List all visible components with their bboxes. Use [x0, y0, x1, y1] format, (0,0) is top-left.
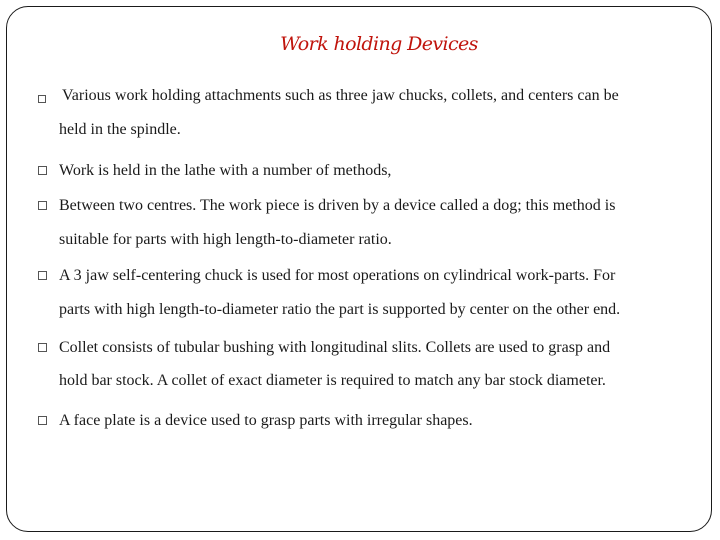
bullet-line: Work is held in the lathe with a number of methods,: [59, 162, 392, 179]
bullet-line: held in the spindle.: [59, 121, 181, 138]
bullet-line: parts with high length-to-diameter ratio the part is supported by center on the other end.: [59, 301, 621, 318]
slide-title: Work holding Devices: [280, 33, 478, 55]
square-bullet-icon: [38, 166, 47, 175]
bullet-line: Various work holding attachments such as three jaw chucks, collets, and centers can be: [62, 87, 619, 104]
bullet-line: A face plate is a device used to grasp parts with irregular shapes.: [59, 412, 473, 429]
square-bullet-icon: [38, 201, 47, 210]
bullet-line: Between two centres. The work piece is driven by a device called a dog; this method is: [59, 197, 616, 214]
bullet-line: suitable for parts with high length-to-diameter ratio.: [59, 231, 392, 248]
bullet-line: Collet consists of tubular bushing with longitudinal slits. Collets are used to grasp and: [59, 339, 611, 356]
square-bullet-icon: [38, 416, 47, 425]
square-bullet-icon: [38, 95, 46, 103]
square-bullet-icon: [38, 271, 47, 280]
square-bullet-icon: [38, 343, 47, 352]
bullet-line: hold bar stock. A collet of exact diameter is required to match any bar stock diameter.: [59, 372, 606, 389]
bullet-line: A 3 jaw self-centering chuck is used for most operations on cylindrical work-parts. For: [59, 267, 616, 284]
